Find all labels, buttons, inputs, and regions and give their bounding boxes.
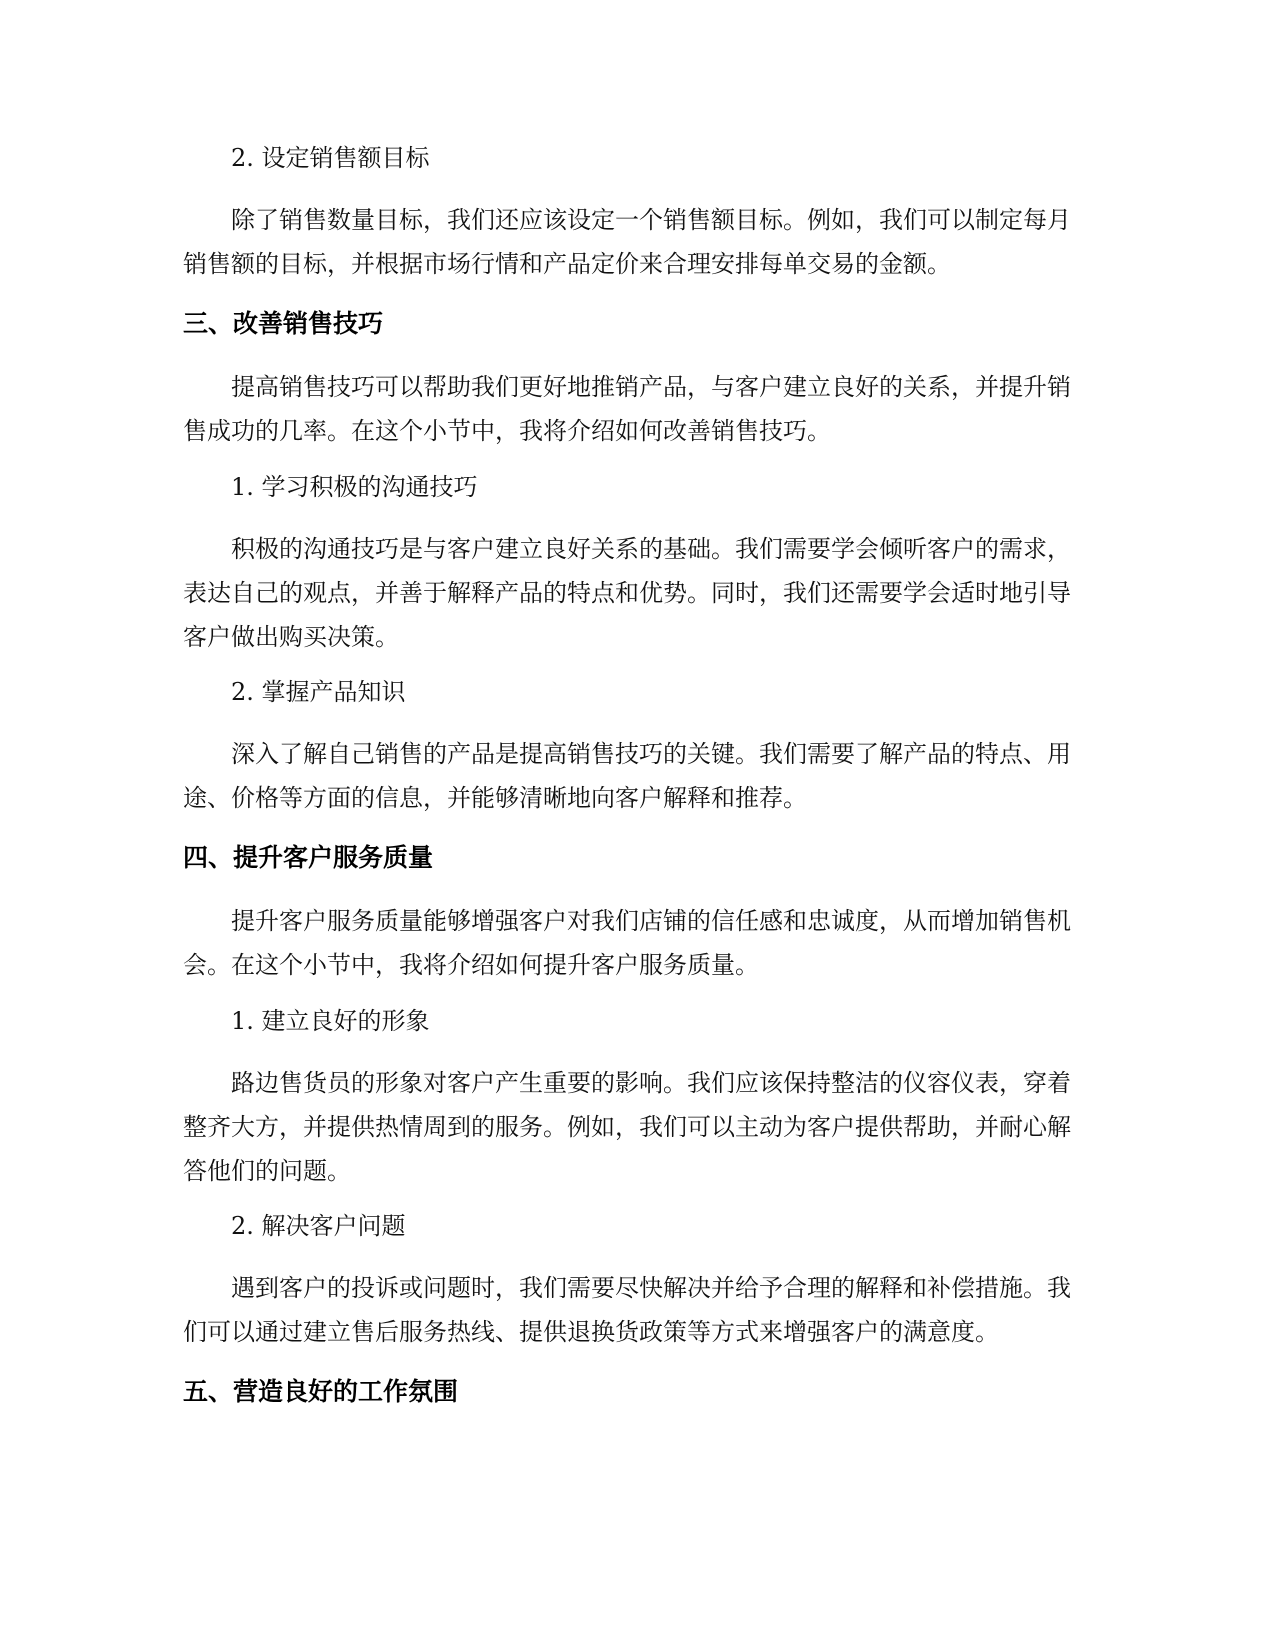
- subheading-product-knowledge: 2. 掌握产品知识: [231, 678, 406, 706]
- heading-improve-sales-skills: 三、改善销售技巧: [183, 309, 384, 338]
- subheading-solve-problems: 2. 解决客户问题: [231, 1212, 406, 1240]
- subheading-sales-amount-target: 2. 设定销售额目标: [231, 144, 430, 172]
- paragraph-product-knowledge: 深入了解自己销售的产品是提高销售技巧的关键。我们需要了解产品的特点、用途、价格等方面的信息，并能够清晰地向客户解释和推荐。: [183, 740, 1071, 812]
- paragraph-solve-problems: 遇到客户的投诉或问题时，我们需要尽快解决并给予合理的解释和补偿措施。我们可以通过建立售后服务热线、提供退换货政策等方式来增强客户的满意度。: [183, 1274, 1071, 1346]
- subheading-communication-skills: 1. 学习积极的沟通技巧: [231, 473, 478, 501]
- paragraph-communication-skills: 积极的沟通技巧是与客户建立良好关系的基础。我们需要学会倾听客户的需求，表达自己的观点，并善于解释产品的特点和优势。同时，我们还需要学会适时地引导客户做出购买决策。: [183, 535, 1071, 651]
- paragraph-sales-amount-target: 除了销售数量目标，我们还应该设定一个销售额目标。例如，我们可以制定每月销售额的目标，并根据市场行情和产品定价来合理安排每单交易的金额。: [183, 206, 1071, 278]
- paragraph-good-image: 路边售货员的形象对客户产生重要的影响。我们应该保持整洁的仪容仪表，穿着整齐大方，并提供热情周到的服务。例如，我们可以主动为客户提供帮助，并耐心解答他们的问题。: [183, 1069, 1071, 1185]
- heading-customer-service: 四、提升客户服务质量: [183, 843, 434, 872]
- heading-work-atmosphere: 五、营造良好的工作氛围: [183, 1377, 459, 1406]
- subheading-good-image: 1. 建立良好的形象: [231, 1007, 430, 1035]
- paragraph-improve-sales-skills: 提高销售技巧可以帮助我们更好地推销产品，与客户建立良好的关系，并提升销售成功的几率。在这个小节中，我将介绍如何改善销售技巧。: [183, 373, 1071, 445]
- paragraph-customer-service: 提升客户服务质量能够增强客户对我们店铺的信任感和忠诚度，从而增加销售机会。在这个小节中，我将介绍如何提升客户服务质量。: [183, 907, 1071, 979]
